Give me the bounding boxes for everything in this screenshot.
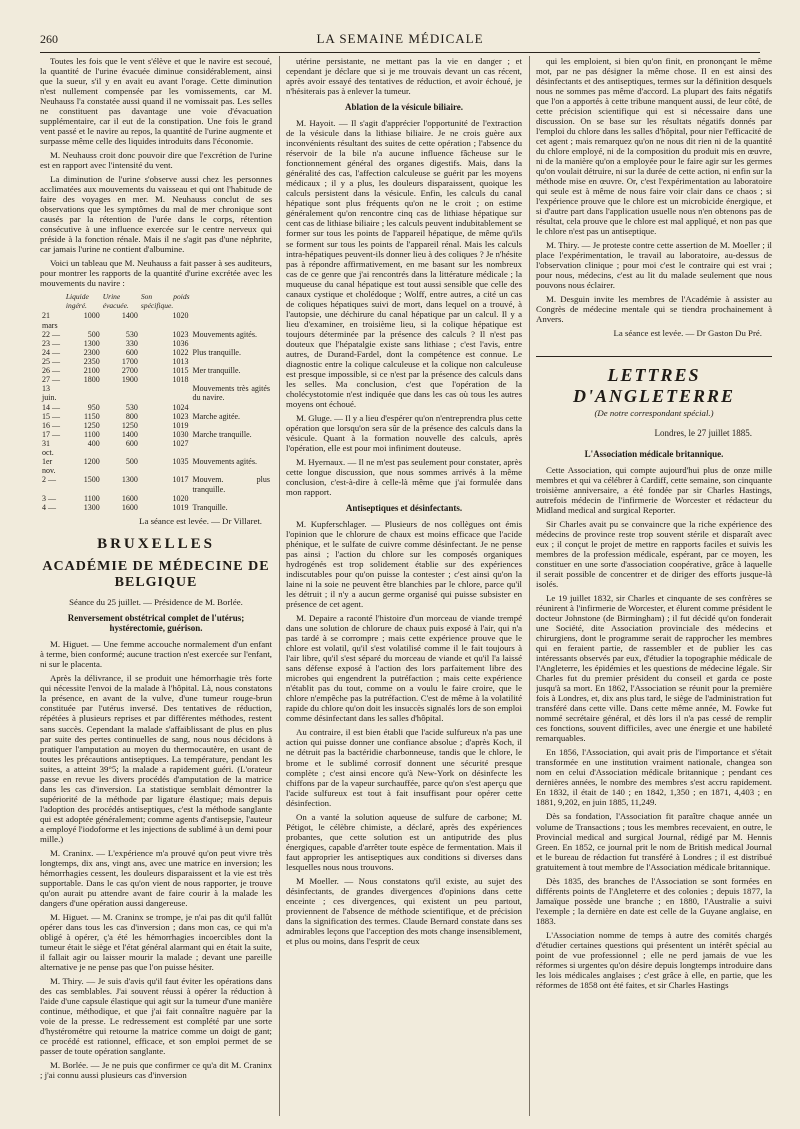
paragraph: Dès 1835, des branches de l'Association se sont formées en différents points de l'Angleterre et des colonies ; depuis 1877, la Jamaïque possède une branche ; en 1880, l'Australie a suivi l'exemple ; la dernière en date est celle de la Guyane anglaise, en 1883. xyxy=(536,875,772,926)
table-cell: 1022 xyxy=(172,347,189,357)
table-cell: 330 xyxy=(125,338,138,348)
table-cell: 1900 xyxy=(121,375,138,385)
table-cell: 26 — xyxy=(42,366,60,376)
column-divider xyxy=(529,56,530,1116)
table-cell xyxy=(191,357,272,366)
seance-line: Séance du 25 juillet. — Présidence de M. Borlée. xyxy=(69,596,243,607)
table-cell: 1800 xyxy=(83,375,100,385)
table-cell: Mouvements très agités du navire. xyxy=(192,384,270,403)
table-cell: 1200 xyxy=(83,457,100,467)
paragraph: L'Association nomme de temps à autre des comités chargés d'étudier certaines questions qui présentent un intérêt spécial au point de vue professionnel ; elle ne perd jamais de vue les réformes si urgentes qu'on désire depuis longtemps introduire dans les lois médicales anglaises ; c'est grâce à elle, en partie, que les réformes de 1858 ont été faites, et sir Charles Hastings xyxy=(536,929,772,990)
table-cell: 17 — xyxy=(42,429,60,439)
article-title: L'Association médicale britannique. xyxy=(584,448,724,459)
paragraph: M. Desguin invite les membres de l'Académie à assister au Congrès de médecine mentale qui se tiendra prochainement à Anvers. xyxy=(536,294,772,325)
dateline: Londres, le 27 juillet 1885. xyxy=(654,428,752,439)
paragraph: Après la délivrance, il se produit une hémorrhagie très forte qui nécessite l'envoi de la malade à l'hôpital. Là, nous constatons la présence, en avant de la vulve, d'une tumeur rouge-brun constituée par l'utérus inversé. Des tentatives de réduction, répétées à plusieurs reprises et par différentes méthodes, restent sans succès. Cependant la malade s'affaiblissant de plus en plus par suite des pertes continuelles de sang, nous nous décidons à pratiquer l'amputation au moyen du thermocautère, en usant de toutes les précautions antiseptiques. La température, pendant les suites, a atteint 39°5; la malade a rapidement guéri. (L'orateur passe en revue les divers procédés d'amputation de la matrice dans les cas d'inversion. La statistique semblait démontrer la supériorité de la méthode par ligature élastique; mais depuis l'adoption des procédés antiseptiques, c'est la méthode sanglante qui est adoptée généralement; comme agents d'antisepsie, l'auteur a employé l'iodoforme et les injections de sublimé à un demi pour mille.) xyxy=(40,673,272,844)
table-cell: 2100 xyxy=(83,366,100,376)
table-cell: 600 xyxy=(125,438,138,448)
table-cell: 950 xyxy=(87,402,100,412)
table-cell xyxy=(140,384,191,402)
table-cell: Marche tranquille. xyxy=(192,429,252,439)
table-header: Liquide ingéré. xyxy=(65,292,89,310)
paragraph: M. Thiry. — Je proteste contre cette assertion de M. Moeller ; il place l'expérimentation, le travail au laboratoire, au-dessus de l'observation clinique ; pour moi c'est le contraire qui est vrai ; pour nous, médecins, c'est au lit du malade seulement que nous pouvons nous éclairer. xyxy=(536,240,772,291)
paragraph: M. Thiry. — Je suis d'avis qu'il faut éviter les opérations dans des cas semblables. J'ai souvent réussi à opérer la réduction à l'aide d'une capsule élastique qui agit sur la tumeur d'une manière continue, méthodique, et que j'ai fait connaître naguère par la voie de la presse. Le redressement est complété par une sorte d'hystérométre qui retourne la matrice comme un doigt de gant; ce procédé est rationnel, efficace, et son emploi permet de se passer de toute opération sanglante. xyxy=(40,975,272,1056)
paragraph: La diminution de l'urine s'observe aussi chez les personnes acclimatées aux mouvements du vaisseau et qui ont l'habitude de faire des voyages en mer. M. Neuhauss conclut de ses observations que les symptômes du mal de mer chronique sont causés par la rétention de l'urée dans le corps, rétention consécutive à une influence exercée sur le centre nerveux qui préside à la fonction rénale. Mais il ne s'agit pas d'une néphrite, car jamais l'urine ne contient d'albumine. xyxy=(40,174,272,255)
table-cell: 2 — xyxy=(42,475,56,485)
column-right xyxy=(536,56,772,1116)
table-cell: 1300 xyxy=(83,502,100,512)
table-row xyxy=(40,311,272,329)
table-cell: 1020 xyxy=(172,311,189,321)
table-cell: 1024 xyxy=(172,402,189,412)
paragraph: Voici un tableau que M. Neuhauss a fait passer à ses auditeurs, pour montrer les rapports de la quantité d'urine excrétée avec les mouvements du navire : xyxy=(40,258,272,289)
table-cell xyxy=(65,384,102,402)
table-cell: 23 — xyxy=(42,338,60,348)
urine-table xyxy=(40,292,272,512)
table-cell: 1017 xyxy=(172,475,189,485)
table-row xyxy=(40,403,272,412)
paragraph: M. Neuhauss croit donc pouvoir dire que l'excrétion de l'urine est en rapport avec l'intensité du vent. xyxy=(40,150,272,171)
table-cell: Marche agitée. xyxy=(192,411,241,421)
paragraph: Au contraire, il est bien établi que l'acide sulfureux n'a pas une action qui puisse donner une confiance absolue ; d'après Koch, il ne détruit pas la bactéridie charbonneuse, tandis que le chlore, le brome et le sublimé corrosif donnent une sécurité presque complète ; c'est ainsi encore qu'à New-York on désinfecte les chiffons par de la vapeur surchauffée, parce qu'on s'est aperçu que l'acide sulfureux est tout à fait insuffisant pour opérer cette désinfection. xyxy=(286,727,522,808)
table-cell: 1er nov. xyxy=(42,457,56,476)
table-cell: 2350 xyxy=(83,356,100,366)
paragraph: utérine persistante, ne mettant pas la vie en danger ; et cependant je déclare que si je me trouvais devant un cas récent, après avoir essayé des tentatives de réduction, et avoir échoué, je n'hésiterais pas à enlever la tumeur. xyxy=(286,56,522,97)
table-row xyxy=(40,457,272,475)
paragraph: Sir Charles avait pu se convaincre que la riche expérience des médecins de province reste trop souvent stérile et disparaît avec eux ; il conçut le projet de mettre en rapports faciles et suivis les membres de la profession médicale, espérant, par ce moyen, les constituer en une sorte d'association coopérative, grâce à laquelle il serait possible de concentrer et de diriger des efforts jusque-là isolés. xyxy=(536,519,772,590)
table-cell: 13 juin. xyxy=(42,384,57,403)
table-cell: 1150 xyxy=(84,411,100,421)
table-cell: 530 xyxy=(125,329,138,339)
table-header: Urine évacuée. xyxy=(102,292,129,310)
table-cell: Mouvements agités. xyxy=(192,329,257,339)
table-cell: 1250 xyxy=(121,420,138,430)
table-cell: 1300 xyxy=(121,475,138,485)
correspondant-line: (De notre correspondant spécial.) xyxy=(594,408,714,419)
paragraph: Cette Association, qui compte aujourd'hui plus de onze mille membres et qui va célébrer à Cardiff, cette semaine, son cinquante troisième anniversaire, a été fondée par sir Charles Hastings, autrefois médecin de l'infirmerie de Worcester et rédacteur du Midland medical and surgical Reporter. xyxy=(536,464,772,516)
table-cell: 31 oct. xyxy=(42,438,54,458)
table-cell xyxy=(102,384,140,402)
table-cell: 25 — xyxy=(42,356,60,366)
table-cell: 1023 xyxy=(172,329,189,339)
table-row xyxy=(40,430,272,439)
table-cell: 2300 xyxy=(83,347,100,357)
table-row xyxy=(40,357,272,366)
table-row xyxy=(40,339,272,348)
seance-end: La séance est levée. — Dr Villaret. xyxy=(139,515,262,526)
table-row xyxy=(40,475,272,493)
table-cell: 1600 xyxy=(121,493,138,503)
table-cell: 1013 xyxy=(172,356,189,366)
table-cell: 1600 xyxy=(121,502,138,512)
table-row xyxy=(40,384,272,402)
paragraph: M. Higuet. — Une femme accouche normalement d'un enfant à terme, bien conformé; aucune traction n'est exercée sur l'enfant, ni sur le placenta. xyxy=(40,639,272,670)
table-cell: 1500 xyxy=(83,475,100,485)
table-cell: Plus tranquille. xyxy=(192,347,241,357)
article-title: Antiseptiques et désinfectants. xyxy=(345,502,463,513)
table-cell: 1000 xyxy=(83,311,100,321)
table-cell xyxy=(191,339,272,348)
academie-title: ACADÉMIE DE MÉDECINE DE BELGIQUE xyxy=(42,558,270,590)
table-cell: 1023 xyxy=(172,411,189,421)
table-cell: 600 xyxy=(125,347,138,357)
table-cell: 1015 xyxy=(172,366,189,376)
table-cell: 22 — xyxy=(42,329,60,339)
table-row xyxy=(40,366,272,375)
paragraph: M. Kupferschlager. — Plusieurs de nos collègues ont émis l'opinion que le chlorure de chaux est moins efficace que l'acide phénique, et le sulfate de cuivre comme désinfectant. Je ne pense pas ainsi ; l'action du chlore sur les composés organiques hydrogénés est trop solidement établie sur des expériences indiscutables pour qu'on puisse la contester ; c'est ainsi qu'on la laine ni la soie ne peuvent être blanchies par le chlore, parce qu'il les détruit ; il n'y a aucun germe organisé qui puisse subsister en présence de cet agent. xyxy=(286,519,522,610)
column-left xyxy=(40,56,272,1116)
table-row xyxy=(40,348,272,357)
table-cell xyxy=(191,403,272,412)
table-cell: 500 xyxy=(125,457,138,467)
journal-title: LA SEMAINE MÉDICALE xyxy=(316,31,484,46)
table-cell: 1700 xyxy=(121,356,138,366)
column-middle xyxy=(286,56,522,1116)
paragraph: M. Depaire a raconté l'histoire d'un morceau de viande trempé dans une solution de chlorure de chaux puis exposé à l'air, qui n'a pas tardé à se corrompre ; mais cette expérience prouve que le chlore est volatil, qu'il s'est volatilisé comme il le fait toujours à l'air libre, qu'il s'est séparé du morceau de viande et qu'il l'a laissé sans défense exposé à l'action des lors parfaitement libre des microbes qui engendrent la putréfaction ; mais cette expérience n'établit pas du tout, comme on a voulu le faire croire, que le chlore n'empêche pas la putréfaction. C'est de même à la volatilité rapide du chlore qu'on doit les insuccès signalés lors de son emploi comme désinfectant dans les salles d'hôpital. xyxy=(286,613,522,724)
table-cell: 500 xyxy=(87,329,100,339)
table-row xyxy=(40,494,272,503)
table-cell: 1035 xyxy=(172,457,189,467)
page-number: 260 xyxy=(40,32,58,46)
paragraph: M Moeller. — Nous constatons qu'il existe, au sujet des désinfectants, de grandes divergences d'opinions dans cette enceinte ; ces divergences, qui existent un peu partout, proviennent de l'absence de méthode scientifique, et de précision dans la signification des termes. Claude Bernard constate dans ses admirables leçons que l'acception des mots change insensiblement, et plus ou moins, dans l'esprit de ceux xyxy=(286,875,522,946)
table-row xyxy=(40,375,272,384)
table-cell: 400 xyxy=(87,438,100,448)
table-cell: 1018 xyxy=(172,375,189,385)
column-divider xyxy=(279,56,280,1116)
table-row xyxy=(40,330,272,339)
table-row xyxy=(40,439,272,457)
table-cell xyxy=(191,311,272,329)
article-title: Renversement obstétrical complet de l'utérus; hystérectomie, guérison. xyxy=(67,612,245,634)
paragraph: M. Gluge. — Il y a lieu d'espérer qu'on n'entreprendra plus cette opération que lorsqu'on sera sûr de la présence des calculs dans la vésicule. Quant à la formation nouvelle des calculs, après l'opération, elle est pour moi infiniment douteuse. xyxy=(286,412,522,453)
section-title-bruxelles: BRUXELLES xyxy=(97,535,215,552)
table-cell xyxy=(191,494,272,503)
article-title: Ablation de la vésicule biliaire. xyxy=(344,102,464,113)
paragraph: M. Hayoit. — Il s'agit d'apprécier l'opportunité de l'extraction de la vésicule dans la lithiase biliaire. Je ne crois guère aux inconvénients résultant des suites de cette opération ; l'absence du réservoir de la bile n'a aucune influence fâcheuse sur le fonctionnement général des organes digestifs. Mais, dans la généralité des cas, l'affection calculeuse se guérit par les moyens médicaux ; il y a plus, les douleurs disparaissent, quoique les calculs persistent dans la vésicule. Enfin, les calculs du canal hépatique sont plus fréquents qu'on ne le croit ; on estime généralement qu'on rencontre cinq cas de lithiase hépatique sur cent cas de lithiase biliaire ; les calculs peuvent indubitablement se former sur tous les points de l'appareil hépatique, de même qu'ils se forment sur tous les points de l'appareil rénal. Mais les calculs intra-hépatiques peuvent-ils donner lieu à des coliques ? Je n'hésite pas à répondre affirmativement, en me basant sur les nombreux cas de ce genre que j'ai rencontrés dans la littérature médicale ; la muqueuse du canal hépatique est tout aussi sensible que celle des canaux cystique et cholédoque ; Wolff, entre autres, a cité un cas de coliques hépatiques suivi de mort, dans lequel on a trouvé, à l'autopsie, une déchirure du canal hépatique par un calcul. Il y a lieu d'examiner, en troisième lieu, si la colique hépatique est toujours déterminée par la présence des calculs ? Il n'est pas douteux que l'hépatalgie existe sans lithiase ; c'est l'avis, entre autres, de Durand-Fardel, dont la compétence est connue. Le diagnostic entre la colique calculeuse et la colique non calculeuse est presque impossible, si ce n'est par la présence des calculs dans les selles. Ma conclusion, c'est que l'opération de la cholécystotomie n'est indiquée que dans les cas où tous les autres moyens ont échoué. xyxy=(286,118,522,409)
table-cell: 1300 xyxy=(83,338,100,348)
table-row xyxy=(40,412,272,421)
table-cell: 2700 xyxy=(121,366,138,376)
table-cell: 1027 xyxy=(172,438,189,448)
table-cell: 27 — xyxy=(42,375,60,385)
table-cell: 21 mars xyxy=(42,311,58,330)
table-cell: 1400 xyxy=(121,429,138,439)
table-cell xyxy=(191,375,272,384)
table-cell: 1036 xyxy=(172,338,189,348)
table-cell: 1030 xyxy=(172,429,189,439)
table-cell: Mer tranquille. xyxy=(192,366,241,376)
table-cell: Mouvem. plus tranquille. xyxy=(192,475,270,494)
paragraph: On a vanté la solution aqueuse de sulfure de carbone; M. Pétigot, le célèbre chimiste, a déclaré, après des expériences probantes, que cette solution est un antiputride des plus énergiques, capable d'arrêter toute espèce de fermentation. Mais il faut approprier les antiseptiques aux conditions si diverses dans lesquelles nous nous trouvons. xyxy=(286,811,522,872)
table-cell: 24 — xyxy=(42,347,60,357)
table-cell: Mouvements agités. xyxy=(192,457,257,467)
page-header xyxy=(40,30,760,53)
table-cell: Tranquille. xyxy=(192,502,228,512)
paragraph: M. Higuet. — M. Craninx se trompe, je n'ai pas dit qu'il fallût opérer dans tous les cas d'inversion ; dans mon cas, ce qui m'a obligé à opérer, ç'a été les hémorrhagies incoercibles dont la tumeur était le siège et l'état général alarmant qui en était la suite, il fallait agir ou laisser mourir la malade ; devant une pareille alternative je ne pense pas que l'on puisse hésiter. xyxy=(40,911,272,972)
paragraph: Toutes les fois que le vent s'élève et que le navire est secoué, la quantité de l'urine évacuée diminue considérablement, ainsi que la sueur, s'il y en avait eu avant l'orage. Cette diminution n'est nullement compensée par les vomissements, car M. Neuhauss l'a constatée aussi quand il ne vomissait pas. Les selles ne constituent pas davantage une voie d'évacuation supplémentaire, car il eut de la constipation. Une fois le grand vent passé et le navire au repos, la quantité de l'urine augmente et surpasse même celle des liquides introduits dans l'économie. xyxy=(40,56,272,147)
table-row xyxy=(40,421,272,430)
table-cell: 1400 xyxy=(121,311,138,321)
paragraph: M. Hyernaux. — Il ne m'est pas seulement pour constater, après cette longue discussion, que nous sommes arrivés à la même conclusion, c'est-à-dire à celle-là même que j'ai formulée dans mon rapport. xyxy=(286,456,522,497)
table-cell: 4 — xyxy=(42,502,56,512)
paragraph: Le 19 juillet 1832, sir Charles et cinquante de ses confrères se réunirent à l'infirmerie de Worcester, et élurent comme président le docteur Johnstone (de Birmingham) ; il fut décidé qu'on fonderait une Société, dite Association provinciale des médecins et chirurgiens, dont le programme serait de rapprocher les membres qui en feraient partie, de rassembler et de publier les cas intéressants observés par eux, d'étudier la topographie médicale de l'Angleterre, les épidémies et les questions de médecine légale. Sir Charles fut du premier président du conseil et garda ce poste jusqu'à sa mort. En 1862, l'Association se réunit pour la première fois à Londres, et, dix ans plus tard, le siège de l'administration fut transféré dans cette ville. Dans cette même année, M. Fowke fut nommé secrétaire général, et dès lors il n'a pas cessé de remplir ces fonctions, souvent difficiles, avec une énergie et une habileté remarquables. xyxy=(536,593,772,744)
table-cell: 14 — xyxy=(42,402,60,412)
table-cell: 1019 xyxy=(172,420,189,430)
table-header: Son poids spécifique. xyxy=(140,292,190,310)
paragraph: En 1856, l'Association, qui avait pris de l'importance et s'était transformée en une institution vraiment nationale, changea son nom en celui d'Association médicale britannique ; pendant ces dernières années, le nombre des membres s'est accru rapidement. En 1832, il était de 140 ; en 1842, 1,350 ; en 1871, 4,403 ; en 1881, 9,202, en juin 1885, 11,249. xyxy=(536,747,772,808)
paragraph: M. Borlée. — Je ne puis que confirmer ce qu'a dit M. Craninx ; j'ai connu aussi plusieurs cas d'inversion xyxy=(40,1060,272,1081)
table-cell xyxy=(191,439,272,457)
table-cell: 1100 xyxy=(84,493,100,503)
table-cell: 530 xyxy=(125,402,138,412)
table-cell xyxy=(191,421,272,430)
table-row xyxy=(40,503,272,512)
table-cell: 1019 xyxy=(172,502,189,512)
seance-end: La séance est levée. — Dr Gaston Du Pré. xyxy=(613,328,762,339)
table-cell: 3 — xyxy=(42,493,56,503)
table-cell: 800 xyxy=(125,411,138,421)
paragraph: M. Craninx. — L'expérience m'a prouvé qu'on peut vivre très longtemps, dix ans, vingt ans, avec une matrice en inversion; les hémorrhagies cessent, les douleurs disparaissent et la vie est très supportable. Dans le cas qu'on vient de nous rapporter, je trouve qu'on aurait pu attendre avant de faire courir à la malade les dangers d'une opération aussi dangereuse. xyxy=(40,847,272,908)
table-cell: 1250 xyxy=(83,420,100,430)
table-cell: 1020 xyxy=(172,493,189,503)
paragraph: qui les emploient, si bien qu'on finit, en prononçant le même mot, par ne pas désigner la même chose. Il en est ainsi des désinfectants et des antiseptiques, termes sur la définition desquels nous ne sommes pas même d'accord. La plupart des faits négatifs que l'on a apportés à cette tribune manquent aussi, de leur côté, de cette précision scientifique qui est si nécessaire dans une discussion. On se base sur les résultats négatifs donnés par l'emploi du chlore dans les salles d'hôpital, pour nier l'efficacité de cet agent ; mais remarquez qu'on ne nous dit rien ni de la quantité du chlore employé, ni de la composition du produit mis en œuvre, ni de la manière qu'on a employée pour le faire agir sur les germes qu'on voulait détruire, ni sur la durée de cette action, ni enfin sur la méthode mise en œuvre. Or, c'est l'expérimentation au laboratoire qui seule est à même de nous faire voir clair dans ce chaos ; si l'expérience prouve que le chlore est un microbicide énergique, et si d'autre part dans l'application usuelle nous n'en obtenons pas de résultat, cela prouve que le chlore est mal appliqué, et non pas que le chlore n'est pas un antiseptique. xyxy=(536,56,772,237)
table-cell: 16 — xyxy=(42,420,60,430)
paragraph: Dès sa fondation, l'Association fit paraître chaque année un volume de Transactions ; tous les membres recevaient, en outre, le Provincial medical and surgical Journal, rédigé par M. Hennis Green. En 1852, ce journal prit le nom de British medical Journal et le bureau de rédaction fut transféré à Londres ; il est distribué gratuitement à tout membre de l'Association médicale britannique. xyxy=(536,811,772,872)
section-title-lettres: LETTRES D'ANGLETERRE xyxy=(536,356,772,406)
table-cell: 1100 xyxy=(84,429,100,439)
table-cell: 15 — xyxy=(42,411,60,421)
